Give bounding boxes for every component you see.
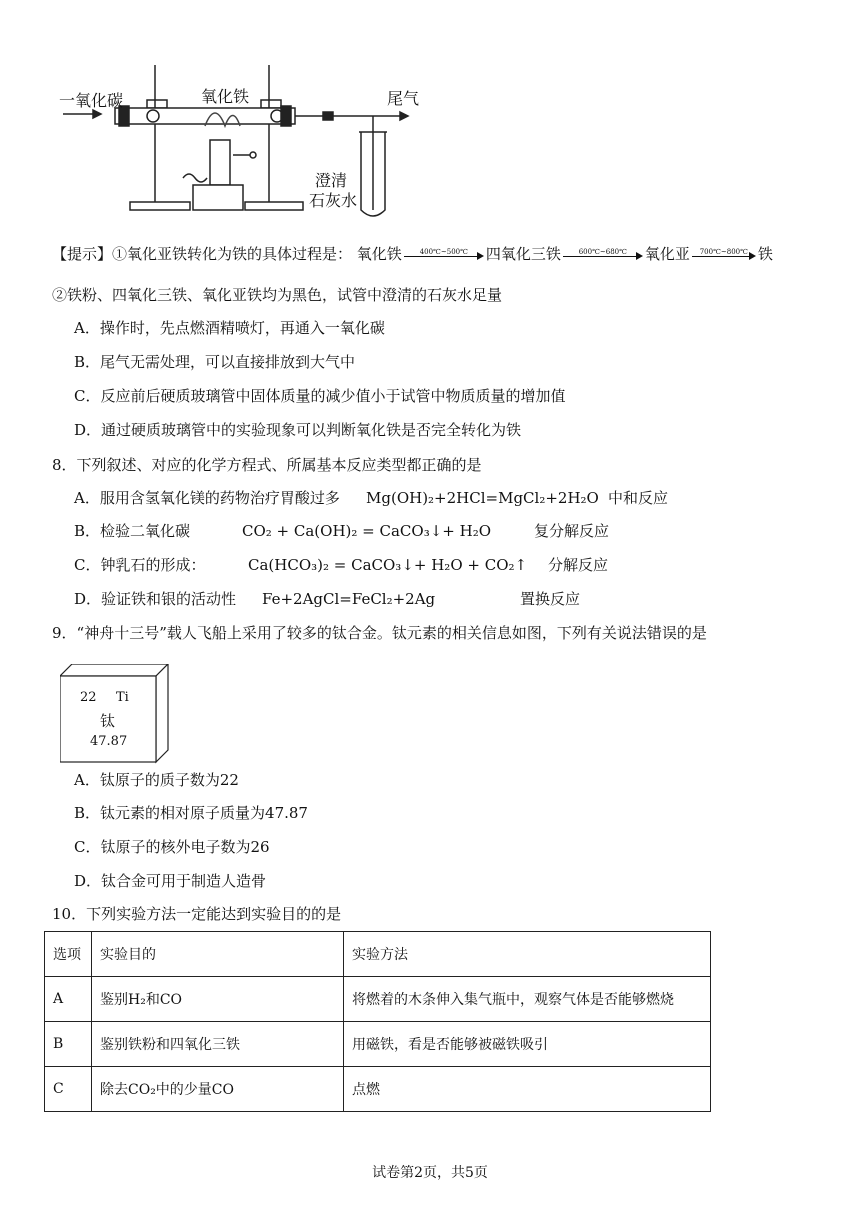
arrow-icon (404, 248, 484, 262)
q8-option-d-desc: D．验证铁和银的活动性 (74, 590, 237, 608)
q7-option-d: D．通过硬质玻璃管中的实验现象可以判断氧化铁是否完全转化为铁 (74, 421, 522, 439)
table-header-method: 实验方法 (344, 932, 711, 977)
table-row (45, 977, 711, 1022)
table-header-option: 选项 (45, 932, 92, 977)
hint-stage-1: 氧化铁 (356, 245, 402, 263)
apparatus-diagram (55, 60, 420, 225)
table-cell: 将燃着的木条伸入集气瓶中，观察气体是否能够燃烧 (344, 977, 711, 1022)
q8-option-c-eq: Ca(HCO₃)₂ = CaCO₃↓+ H₂O + CO₂↑ (248, 556, 528, 574)
table-header-row (45, 932, 711, 977)
table-cell: 鉴别H₂和CO (92, 977, 344, 1022)
table-cell: A (45, 977, 92, 1022)
q8-option-c-type: 分解反应 (548, 556, 609, 574)
q8-option-b-type: 复分解反应 (534, 522, 610, 540)
q8-option-c-desc: C．钟乳石的形成： (74, 556, 206, 574)
arrow-icon (692, 248, 756, 262)
hint-stage-4: 铁 (757, 245, 773, 263)
table-cell: 除去CO₂中的少量CO (92, 1067, 344, 1112)
q8-option-a-desc: A．服用含氢氧化镁的药物治疗胃酸过多 (74, 489, 340, 507)
label-exhaust: 尾气 (387, 89, 420, 108)
q10-stem: 10．下列实验方法一定能达到实验目的的是 (52, 905, 342, 923)
q9-stem: 9．“神舟十三号”载人飞船上采用了较多的钛合金。钛元素的相关信息如图，下列有关说法错误的是 (52, 624, 707, 642)
q8-option-d-type: 置换反应 (520, 590, 581, 608)
hint-cond-2: 600℃~680℃ (578, 248, 627, 256)
table-cell: 点燃 (344, 1067, 711, 1112)
hint-line-1 (52, 244, 773, 264)
hint-cond-3: 700℃~800℃ (699, 248, 748, 256)
table-header-purpose: 实验目的 (92, 932, 344, 977)
experiment-table (44, 931, 711, 1112)
table-row (45, 1067, 711, 1112)
element-name: 钛 (100, 712, 116, 730)
q7-option-a: A．操作时，先点燃酒精喷灯，再通入一氧化碳 (74, 319, 385, 337)
q8-option-d-eq: Fe+2AgCl=FeCl₂+2Ag (262, 590, 436, 608)
label-co: 一氧化碳 (59, 91, 124, 110)
table-cell: 用磁铁，看是否能够被磁铁吸引 (344, 1022, 711, 1067)
table-row (45, 1022, 711, 1067)
hint-stage-2: 四氧化三铁 (485, 245, 561, 263)
q9-option-a: A．钛原子的质子数为22 (74, 771, 239, 789)
table-cell: C (45, 1067, 92, 1112)
q9-option-d: D．钛合金可用于制造人造骨 (74, 872, 267, 890)
hint-cond-1: 400℃~500℃ (419, 248, 468, 256)
q8-option-b-eq: CO₂ + Ca(OH)₂ = CaCO₃↓+ H₂O (242, 522, 492, 540)
element-symbol: Ti (116, 690, 129, 705)
label-limewater-2: 石灰水 (309, 191, 358, 210)
q7-option-b: B．尾气无需处理，可以直接排放到大气中 (74, 353, 356, 371)
q8-option-b-desc: B．检验二氧化碳 (74, 522, 191, 540)
label-iron-oxide: 氧化铁 (201, 87, 250, 106)
element-number: 22 (80, 690, 97, 705)
table-cell: 鉴别铁粉和四氧化三铁 (92, 1022, 344, 1067)
q8-option-a-type: 中和反应 (608, 489, 669, 507)
q8-option-a-eq: Mg(OH)₂+2HCl=MgCl₂+2H₂O (366, 489, 599, 507)
element-mass: 47.87 (90, 734, 128, 749)
element-cell-titanium (60, 664, 170, 764)
hint-stage-3: 氧化亚 (644, 245, 690, 263)
q8-stem: 8．下列叙述、对应的化学方程式、所属基本反应类型都正确的是 (52, 456, 482, 474)
label-limewater-1: 澄清 (315, 171, 348, 190)
page-footer: 试卷第2页，共5页 (372, 1165, 488, 1181)
hint-prefix: 【提示】①氧化亚铁转化为铁的具体过程是： (52, 245, 353, 263)
table-cell: B (45, 1022, 92, 1067)
arrow-icon (563, 248, 643, 262)
q9-option-c: C．钛原子的核外电子数为26 (74, 838, 270, 856)
hint-line-2: ②铁粉、四氧化三铁、氧化亚铁均为黑色，试管中澄清的石灰水足量 (52, 286, 503, 304)
q7-option-c: C．反应前后硬质玻璃管中固体质量的减少值小于试管中物质质量的增加值 (74, 387, 566, 405)
q9-option-b: B．钛元素的相对原子质量为47.87 (74, 804, 308, 822)
